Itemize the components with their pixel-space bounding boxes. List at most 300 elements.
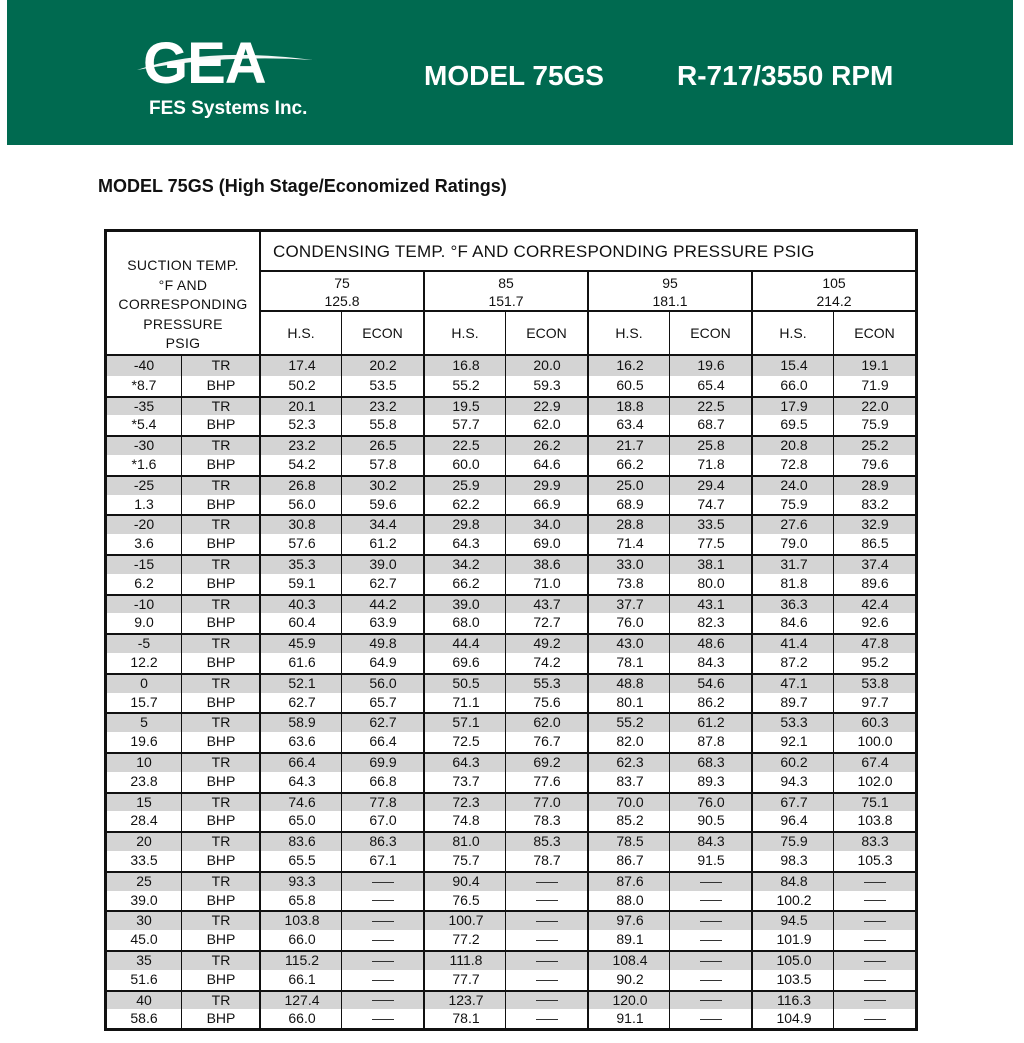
table-row [107, 1009, 915, 1029]
group-pressure: 181.1 [652, 293, 688, 309]
bhp-value-cell: 55.8 [341, 415, 424, 435]
bhp-value-cell: 59.6 [341, 495, 424, 515]
bhp-value-cell: 87.8 [669, 732, 752, 752]
bhp-value-cell: 88.0 [587, 891, 671, 911]
tr-value-cell: 22.5 [669, 398, 752, 416]
bhp-value-cell: 57.7 [423, 415, 507, 435]
no-value-dash [372, 1000, 394, 1001]
bhp-value-cell: 68.9 [587, 495, 671, 515]
row-label-cell: BHP [181, 970, 260, 990]
row-label-cell: BHP [181, 534, 260, 554]
row-label-cell: BHP [181, 415, 260, 435]
tr-value-cell: 26.8 [259, 477, 343, 495]
tr-value-cell: 61.2 [669, 714, 752, 732]
bhp-value-cell [833, 1009, 916, 1029]
table-row [107, 693, 915, 713]
tr-value-cell: 54.6 [669, 675, 752, 693]
bhp-value-cell: 85.2 [587, 811, 671, 831]
bhp-value-cell: 91.5 [669, 851, 752, 871]
bhp-value-cell: 75.9 [833, 415, 916, 435]
bhp-value-cell [833, 891, 916, 911]
no-value-dash [700, 1000, 722, 1001]
tr-value-cell: 20.0 [505, 356, 588, 376]
tr-value-cell: 108.4 [587, 952, 671, 970]
table-row [107, 455, 915, 475]
tr-value-cell: 25.8 [669, 437, 752, 455]
sub-header-hs: H.S. [751, 312, 833, 354]
table-row [107, 930, 915, 950]
suction-pressure-cell: 58.6 [130, 1010, 158, 1027]
bhp-value-cell: 60.0 [423, 455, 507, 475]
suction-temp-cell: 25 [136, 872, 152, 889]
tr-value-cell: 37.7 [587, 596, 671, 614]
tr-value-cell: 22.0 [833, 398, 916, 416]
row-label-cell: TR [181, 794, 260, 812]
group-pressure: 214.2 [816, 293, 852, 309]
table-row [107, 534, 915, 554]
suction-pressure-cell: 1.3 [134, 495, 154, 512]
suction-pressure-cell: 51.6 [130, 970, 158, 987]
tr-value-cell: 66.4 [259, 754, 343, 772]
bhp-value-cell: 65.7 [341, 693, 424, 713]
tr-value-cell [833, 992, 916, 1010]
row-label-cell: BHP [181, 455, 260, 475]
no-value-dash [864, 921, 886, 922]
tr-value-cell: 20.1 [259, 398, 343, 416]
bhp-value-cell: 68.0 [423, 613, 507, 633]
row-label-cell: BHP [181, 693, 260, 713]
tr-value-cell: 30.2 [341, 477, 424, 495]
bhp-value-cell: 79.6 [833, 455, 916, 475]
tr-value-cell: 60.3 [833, 714, 916, 732]
bhp-value-cell: 100.2 [751, 891, 835, 911]
tr-value-cell: 15.4 [751, 356, 835, 376]
tr-value-cell: 48.6 [669, 635, 752, 653]
bhp-value-cell: 64.3 [259, 772, 343, 792]
bhp-value-cell: 75.6 [505, 693, 588, 713]
row-label-cell: BHP [181, 891, 260, 911]
tr-value-cell: 25.2 [833, 437, 916, 455]
tr-value-cell: 27.6 [751, 516, 835, 534]
suction-pressure-cell: 12.2 [130, 654, 158, 670]
sub-header-hs: H.S. [423, 312, 505, 354]
tr-value-cell: 57.1 [423, 714, 507, 732]
condensing-group-75 [259, 272, 423, 312]
no-value-dash [372, 900, 394, 901]
bhp-value-cell: 62.0 [505, 415, 588, 435]
tr-value-cell: 20.2 [341, 356, 424, 376]
table-row [107, 950, 915, 970]
no-value-dash [372, 961, 394, 962]
row-label-cell: TR [181, 912, 260, 930]
no-value-dash [700, 961, 722, 962]
suction-pressure-cell: *5.4 [131, 416, 157, 433]
suction-temp-cell: -15 [133, 556, 155, 572]
no-value-dash [536, 1019, 558, 1020]
no-value-dash [700, 1019, 722, 1020]
bhp-value-cell: 65.5 [259, 851, 343, 871]
bhp-value-cell: 50.2 [259, 376, 343, 396]
tr-value-cell: 77.0 [505, 794, 588, 812]
tr-value-cell: 43.0 [587, 635, 671, 653]
suction-temp-cell: -10 [133, 595, 155, 612]
tr-value-cell: 31.7 [751, 556, 835, 574]
logo-subtitle: FES Systems Inc. [149, 98, 308, 119]
bhp-value-cell: 65.0 [259, 811, 343, 831]
table-row [107, 435, 915, 455]
tr-value-cell: 47.1 [751, 675, 835, 693]
sub-header-econ: ECON [669, 312, 751, 354]
suction-temp-cell: -35 [133, 397, 155, 414]
tr-value-cell [833, 952, 916, 970]
tr-value-cell [505, 952, 588, 970]
tr-value-cell: 40.3 [259, 596, 343, 614]
suction-header-line: PSIG [165, 335, 201, 351]
tr-value-cell: 50.5 [423, 675, 507, 693]
sub-header-hs: H.S. [587, 312, 669, 354]
bhp-value-cell: 78.7 [505, 851, 588, 871]
bhp-value-cell: 77.5 [669, 534, 752, 554]
tr-value-cell: 75.9 [751, 833, 835, 851]
bhp-value-cell: 66.8 [341, 772, 424, 792]
table-row [107, 891, 915, 911]
bhp-value-cell: 83.2 [833, 495, 916, 515]
row-label-cell: BHP [181, 732, 260, 752]
bhp-value-cell [669, 891, 752, 911]
bhp-value-cell: 59.1 [259, 574, 343, 594]
no-value-dash [372, 921, 394, 922]
tr-value-cell: 85.3 [505, 833, 588, 851]
bhp-value-cell: 76.7 [505, 732, 588, 752]
bhp-value-cell: 91.1 [587, 1009, 671, 1029]
no-value-dash [864, 1000, 886, 1001]
bhp-value-cell: 83.7 [587, 772, 671, 792]
tr-value-cell: 127.4 [259, 992, 343, 1010]
table-row [107, 871, 915, 891]
bhp-value-cell: 80.0 [669, 574, 752, 594]
suction-header [107, 232, 259, 354]
tr-value-cell [505, 912, 588, 930]
bhp-value-cell: 56.0 [259, 495, 343, 515]
tr-value-cell: 19.5 [423, 398, 507, 416]
tr-value-cell: 87.6 [587, 873, 671, 891]
bhp-value-cell: 105.3 [833, 851, 916, 871]
no-value-dash [864, 940, 886, 941]
tr-value-cell: 83.3 [833, 833, 916, 851]
tr-value-cell: 62.0 [505, 714, 588, 732]
suction-temp-cell: 10 [136, 754, 152, 770]
no-value-dash [536, 980, 558, 981]
tr-value-cell: 120.0 [587, 992, 671, 1010]
tr-value-cell [341, 912, 424, 930]
bhp-value-cell: 74.7 [669, 495, 752, 515]
tr-value-cell: 38.6 [505, 556, 588, 574]
bhp-value-cell: 75.7 [423, 851, 507, 871]
tr-value-cell: 41.4 [751, 635, 835, 653]
table-row [107, 594, 915, 614]
table-row [107, 574, 915, 594]
tr-value-cell: 32.9 [833, 516, 916, 534]
tr-value-cell: 69.2 [505, 754, 588, 772]
bhp-value-cell: 80.1 [587, 693, 671, 713]
table-row [107, 990, 915, 1010]
no-value-dash [536, 900, 558, 901]
row-label-cell: TR [181, 477, 260, 495]
tr-value-cell: 18.8 [587, 398, 671, 416]
bhp-value-cell [505, 1009, 588, 1029]
row-label-cell: BHP [181, 811, 260, 831]
tr-value-cell: 22.9 [505, 398, 588, 416]
tr-value-cell: 17.4 [259, 356, 343, 376]
suction-pressure-cell: 28.4 [130, 812, 158, 829]
tr-value-cell [341, 952, 424, 970]
tr-value-cell: 53.3 [751, 714, 835, 732]
row-label-cell: BHP [181, 930, 260, 950]
bhp-value-cell: 102.0 [833, 772, 916, 792]
bhp-value-cell: 92.1 [751, 732, 835, 752]
bhp-value-cell: 52.3 [259, 415, 343, 435]
tr-value-cell: 34.4 [341, 516, 424, 534]
table-row [107, 396, 915, 416]
tr-value-cell: 25.0 [587, 477, 671, 495]
suction-temp-cell: 40 [136, 991, 152, 1008]
table-row [107, 475, 915, 495]
bhp-value-cell: 62.2 [423, 495, 507, 515]
bhp-value-cell: 71.9 [833, 376, 916, 396]
row-label-cell: BHP [181, 376, 260, 396]
bhp-value-cell: 63.9 [341, 613, 424, 633]
tr-value-cell: 58.9 [259, 714, 343, 732]
tr-value-cell: 44.4 [423, 635, 507, 653]
tr-value-cell: 43.7 [505, 596, 588, 614]
tr-value-cell: 81.0 [423, 833, 507, 851]
bhp-value-cell: 64.3 [423, 534, 507, 554]
suction-header-line: CORRESPONDING [118, 296, 248, 312]
no-value-dash [700, 980, 722, 981]
table-row [107, 772, 915, 792]
suction-temp-cell: 15 [136, 793, 152, 810]
suction-pressure-cell: 19.6 [130, 733, 158, 750]
bhp-value-cell [341, 930, 424, 950]
tr-value-cell [669, 952, 752, 970]
row-label-cell: TR [181, 635, 260, 653]
tr-value-cell: 86.3 [341, 833, 424, 851]
bhp-value-cell: 74.2 [505, 653, 588, 673]
bhp-value-cell: 77.7 [423, 970, 507, 990]
condensing-group-85 [423, 272, 587, 312]
bhp-value-cell: 62.7 [341, 574, 424, 594]
bhp-value-cell: 66.4 [341, 732, 424, 752]
bhp-value-cell: 92.6 [833, 613, 916, 633]
bhp-value-cell: 71.0 [505, 574, 588, 594]
bhp-value-cell: 89.7 [751, 693, 835, 713]
bhp-value-cell: 84.3 [669, 653, 752, 673]
tr-value-cell: 53.8 [833, 675, 916, 693]
bhp-value-cell: 66.0 [751, 376, 835, 396]
tr-value-cell [505, 873, 588, 891]
tr-value-cell [669, 912, 752, 930]
tr-value-cell: 52.1 [259, 675, 343, 693]
bhp-value-cell: 89.1 [587, 930, 671, 950]
no-value-dash [372, 940, 394, 941]
bhp-value-cell: 54.2 [259, 455, 343, 475]
sub-header-econ: ECON [341, 312, 423, 354]
tr-value-cell [669, 873, 752, 891]
tr-value-cell: 83.6 [259, 833, 343, 851]
tr-value-cell: 16.8 [423, 356, 507, 376]
row-label-cell: BHP [181, 495, 260, 515]
tr-value-cell: 84.3 [669, 833, 752, 851]
tr-value-cell: 55.2 [587, 714, 671, 732]
sub-header-econ: ECON [505, 312, 587, 354]
tr-value-cell: 84.8 [751, 873, 835, 891]
tr-value-cell: 111.8 [423, 952, 507, 970]
table-row [107, 653, 915, 673]
bhp-value-cell: 60.4 [259, 613, 343, 633]
tr-value-cell: 49.2 [505, 635, 588, 653]
bhp-value-cell: 97.7 [833, 693, 916, 713]
tr-value-cell: 42.4 [833, 596, 916, 614]
header-banner [7, 0, 1013, 145]
tr-value-cell: 100.7 [423, 912, 507, 930]
tr-value-cell: 49.8 [341, 635, 424, 653]
table-row [107, 514, 915, 534]
bhp-value-cell: 53.5 [341, 376, 424, 396]
suction-temp-cell: -30 [133, 437, 155, 454]
table-row [107, 910, 915, 930]
tr-value-cell: 68.3 [669, 754, 752, 772]
tr-value-cell: 67.7 [751, 794, 835, 812]
suction-pressure-cell: 3.6 [134, 535, 154, 552]
row-label-cell: BHP [181, 613, 260, 633]
table-row [107, 752, 915, 772]
tr-value-cell: 116.3 [751, 992, 835, 1010]
tr-value-cell: 97.6 [587, 912, 671, 930]
group-temp: 85 [498, 275, 514, 291]
condensing-group-105 [751, 272, 915, 312]
tr-value-cell: 62.3 [587, 754, 671, 772]
suction-temp-cell: -5 [137, 635, 151, 652]
condensing-header: CONDENSING TEMP. °F AND CORRESPONDING PRESSURE PSIG [259, 232, 915, 272]
bhp-value-cell: 86.5 [833, 534, 916, 554]
no-value-dash [864, 882, 886, 883]
bhp-value-cell: 78.3 [505, 811, 588, 831]
ratings-table [104, 229, 918, 1031]
table-row [107, 673, 915, 693]
bhp-value-cell: 100.0 [833, 732, 916, 752]
tr-value-cell: 29.8 [423, 516, 507, 534]
bhp-value-cell [341, 970, 424, 990]
bhp-value-cell: 63.6 [259, 732, 343, 752]
table-row [107, 613, 915, 633]
tr-value-cell: 76.0 [669, 794, 752, 812]
bhp-value-cell: 90.5 [669, 811, 752, 831]
bhp-value-cell: 57.6 [259, 534, 343, 554]
tr-value-cell: 21.7 [587, 437, 671, 455]
bhp-value-cell [341, 891, 424, 911]
tr-value-cell: 34.2 [423, 556, 507, 574]
bhp-value-cell [833, 970, 916, 990]
tr-value-cell: 35.3 [259, 556, 343, 574]
bhp-value-cell [669, 1009, 752, 1029]
tr-value-cell: 78.5 [587, 833, 671, 851]
suction-temp-cell: -40 [133, 357, 155, 373]
row-label-cell: TR [181, 873, 260, 891]
tr-value-cell: 74.6 [259, 794, 343, 812]
tr-value-cell: 45.9 [259, 635, 343, 653]
tr-value-cell: 20.8 [751, 437, 835, 455]
tr-value-cell: 62.7 [341, 714, 424, 732]
tr-value-cell [833, 873, 916, 891]
bhp-value-cell: 82.3 [669, 613, 752, 633]
tr-value-cell: 33.5 [669, 516, 752, 534]
bhp-value-cell: 87.2 [751, 653, 835, 673]
tr-value-cell: 67.4 [833, 754, 916, 772]
bhp-value-cell: 71.1 [423, 693, 507, 713]
tr-value-cell: 44.2 [341, 596, 424, 614]
bhp-value-cell: 103.5 [751, 970, 835, 990]
tr-value-cell: 16.2 [587, 356, 671, 376]
bhp-value-cell: 72.8 [751, 455, 835, 475]
group-temp: 95 [662, 275, 678, 291]
no-value-dash [372, 882, 394, 883]
bhp-value-cell: 101.9 [751, 930, 835, 950]
bhp-value-cell: 82.0 [587, 732, 671, 752]
bhp-value-cell: 66.0 [259, 930, 343, 950]
row-label-cell: TR [181, 516, 260, 534]
bhp-value-cell: 96.4 [751, 811, 835, 831]
bhp-value-cell: 86.7 [587, 851, 671, 871]
suction-temp-cell: 35 [136, 952, 152, 968]
group-temp: 105 [822, 275, 846, 291]
bhp-value-cell: 73.8 [587, 574, 671, 594]
tr-value-cell: 23.2 [259, 437, 343, 455]
row-label-cell: TR [181, 754, 260, 772]
no-value-dash [700, 882, 722, 883]
bhp-value-cell: 60.5 [587, 376, 671, 396]
bhp-value-cell: 74.8 [423, 811, 507, 831]
no-value-dash [700, 940, 722, 941]
no-value-dash [536, 940, 558, 941]
bhp-value-cell: 89.6 [833, 574, 916, 594]
bhp-value-cell: 75.9 [751, 495, 835, 515]
suction-temp-cell: -20 [133, 516, 155, 533]
suction-header-line: PRESSURE [143, 315, 223, 332]
sub-header-hs: H.S. [259, 312, 341, 354]
tr-value-cell: 70.0 [587, 794, 671, 812]
tr-value-cell: 26.2 [505, 437, 588, 455]
bhp-value-cell: 72.5 [423, 732, 507, 752]
tr-value-cell: 19.1 [833, 356, 916, 376]
bhp-value-cell: 66.1 [259, 970, 343, 990]
page-subtitle: MODEL 75GS (High Stage/Economized Ratings) [98, 176, 507, 196]
bhp-value-cell [341, 1009, 424, 1029]
row-label-cell: TR [181, 556, 260, 574]
no-value-dash [536, 921, 558, 922]
bhp-value-cell: 66.9 [505, 495, 588, 515]
row-label-cell: BHP [181, 574, 260, 594]
bhp-value-cell [833, 930, 916, 950]
bhp-value-cell: 90.2 [587, 970, 671, 990]
tr-value-cell: 29.4 [669, 477, 752, 495]
tr-value-cell: 26.5 [341, 437, 424, 455]
tr-value-cell: 103.8 [259, 912, 343, 930]
no-value-dash [700, 921, 722, 922]
condensing-group-95 [587, 272, 751, 312]
tr-value-cell [669, 992, 752, 1010]
no-value-dash [864, 1019, 886, 1020]
tr-value-cell: 90.4 [423, 873, 507, 891]
